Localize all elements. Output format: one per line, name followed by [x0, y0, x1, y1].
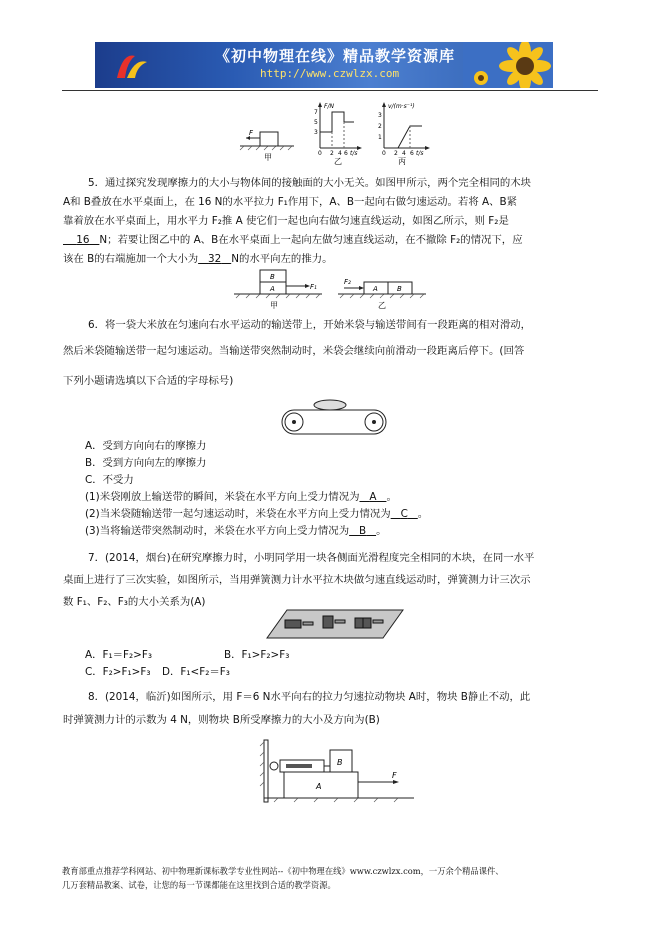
- tick-x-0: 0: [318, 150, 322, 157]
- tick-y-5: 5: [314, 119, 318, 126]
- q6-sub3: (3)当将输送带突然制动时，米袋在水平方向上受力情况为 B 。: [85, 525, 387, 537]
- q7-option-b: B．F₁>F₂>F₃: [224, 649, 290, 661]
- tick-y-1b: 1: [378, 134, 382, 141]
- tick-y-7: 7: [314, 109, 318, 116]
- q6-line1: 6．将一袋大米放在匀速向右水平运动的输送带上，开始米袋与输送带间有一段距离的相对滑动，: [88, 319, 532, 331]
- xlabel-bing: t/s: [416, 150, 424, 157]
- q6-sub1: (1)米袋刚放上输送带的瞬间，米袋在水平方向上受力情况为 A 。: [85, 491, 397, 503]
- q8-line2: 时弹簧测力计的示数为 4 N，则物块 B所受摩擦力的大小及方向为(B): [63, 714, 380, 726]
- rice-bag: [314, 400, 346, 410]
- q5-answer-2: 32: [208, 253, 222, 265]
- tick-y-3: 3: [314, 129, 318, 136]
- xlabel-yi: t/s: [350, 150, 358, 157]
- figure-q8: [258, 736, 418, 806]
- svg-text:乙: 乙: [378, 301, 386, 310]
- q6-option-a: A．受到方向向右的摩擦力: [85, 440, 207, 452]
- q6-sub2: (2)当米袋随输送带一起匀速运动时，米袋在水平方向上受力情况为 C 。: [85, 508, 429, 520]
- q7-line1: 7．(2014，烟台)在研究摩擦力时，小明同学用一块各侧面光滑程度完全相同的木块，在同一水平: [88, 552, 535, 564]
- ylabel-yi: F/N: [324, 103, 334, 110]
- header-banner: [95, 42, 553, 88]
- q8-line1: 8．(2014，临沂)如图所示，用 F＝6 N水平向右的拉力匀速拉动物块 A时，物块 B静止不动，此: [88, 691, 531, 703]
- wall: [264, 740, 268, 802]
- tick-x-0b: 0: [382, 150, 386, 157]
- svg-text:F₁: F₁: [310, 283, 317, 291]
- q5-line2: A和 B叠放在水平桌面上，在 16 N的水平拉力 F₁作用下，A、B一起向右做匀速运动。若将 A、B紧: [63, 196, 518, 208]
- q5-line5: 该在 B的右端施加一个大小为 32 N的水平向左的推力。: [63, 253, 333, 265]
- q5-line1: 5．通过探究发现摩擦力的大小与物体间的接触面的大小无关。如图甲所示，两个完全相同的木块: [88, 177, 532, 189]
- svg-text:甲: 甲: [270, 301, 278, 310]
- q6-answer-3: B: [359, 525, 367, 537]
- q7-option-a: A．F₁＝F₂>F₃: [85, 649, 153, 661]
- tick-x-6: 6: [344, 150, 348, 157]
- tick-y-2b: 2: [378, 123, 382, 130]
- tick-x-2b: 2: [394, 150, 398, 157]
- svg-text:B: B: [337, 758, 343, 767]
- label-jia: 甲: [264, 153, 272, 162]
- svg-text:F: F: [392, 771, 397, 780]
- svg-text:A: A: [270, 285, 275, 293]
- ylabel-bing: v/(m·s⁻¹): [388, 103, 415, 110]
- tick-x-6b: 6: [410, 150, 414, 157]
- sunflower-icon: [463, 42, 553, 88]
- force-label: F: [249, 129, 254, 137]
- svg-text:B: B: [397, 285, 402, 293]
- q7-option-d: D．F₁<F₂＝F₃: [162, 666, 230, 678]
- velocity-curve: [384, 126, 422, 148]
- q7-option-c: C．F₂>F₁>F₃: [85, 666, 151, 678]
- graph-yi: [314, 102, 362, 166]
- header-url[interactable]: http://www.czwlzx.com: [260, 67, 400, 80]
- tick-y-3b: 3: [378, 112, 382, 119]
- graph-bing: [378, 102, 430, 166]
- q6-option-b: B．受到方向向左的摩擦力: [85, 457, 207, 469]
- q6-answer-1: A: [369, 491, 377, 503]
- figure-conveyor: [268, 398, 398, 440]
- svg-text:F₂: F₂: [344, 278, 351, 286]
- label-bing: 丙: [398, 157, 406, 166]
- figure-q7: [265, 608, 405, 644]
- q6-line2: 然后米袋随输送带一起匀速运动。当输送带突然制动时，米袋会继续向前滑动一段距离后停下。(回答: [63, 345, 525, 357]
- footer-line1: 教育部重点推荐学科网站、初中物理新课标教学专业性网站--《初中物理在线》www.czwlzx.com，一万余个精品课件、: [62, 866, 504, 876]
- svg-text:A: A: [316, 782, 322, 791]
- q6-option-c: C．不受力: [85, 474, 134, 486]
- footer-line2: 几万套精品教案、试卷，让您的每一节课都能在这里找到合适的教学资源。: [62, 880, 336, 890]
- svg-text:B: B: [270, 273, 275, 281]
- label-yi: 乙: [334, 157, 342, 166]
- figure-q5: [230, 268, 430, 312]
- q7-line2: 桌面上进行了三次实验，如图所示，当用弹簧测力计水平拉木块做匀速直线运动时，弹簧测力计三次示: [63, 574, 531, 586]
- q5-line3: 靠着放在水平桌面上，用水平力 F₂推 A 使它们一起也向右做匀速直线运动，如图乙所示，则 F₂是: [63, 215, 509, 227]
- tick-x-2: 2: [330, 150, 334, 157]
- q6-line3: 下列小题请选填以下合适的字母标号): [63, 375, 234, 387]
- q5-line4: 16 N；若要让图乙中的 A、B在水平桌面上一起向左做匀速直线运动，在不撤除 F₂的情况下，应: [63, 231, 523, 250]
- svg-text:A: A: [373, 285, 378, 293]
- tick-x-4b: 4: [402, 150, 406, 157]
- force-curve: [320, 112, 354, 132]
- header-title: 《初中物理在线》精品教学资源库: [215, 47, 456, 65]
- site-logo-icon: [113, 48, 151, 82]
- header-rule: [62, 90, 598, 91]
- q7-line3: 数 F₁、F₂、F₃的大小关系为(A): [63, 596, 206, 608]
- page-footer: [62, 864, 602, 892]
- block: [260, 132, 278, 146]
- tick-x-4: 4: [338, 150, 342, 157]
- q6-answer-2: C: [400, 508, 408, 520]
- q5-answer-1: 16: [76, 234, 90, 246]
- figure-top: [238, 100, 438, 166]
